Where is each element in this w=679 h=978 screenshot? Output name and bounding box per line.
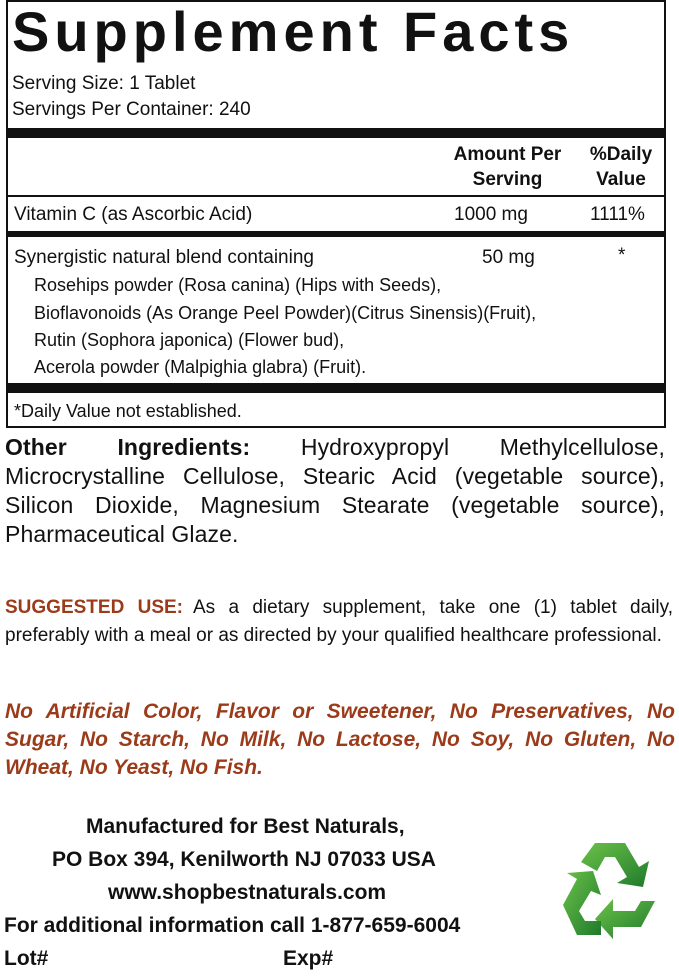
daily-value-footnote: *Daily Value not established. bbox=[14, 401, 242, 421]
manufacturer-address: PO Box 394, Kenilworth NJ 07033 USA bbox=[52, 848, 436, 871]
manufacturer-line1: Manufactured for Best Naturals, bbox=[86, 815, 405, 838]
amount-per-serving-header bbox=[440, 142, 575, 192]
blend-amount: 50 mg bbox=[482, 247, 535, 268]
divider-thick-bottom bbox=[6, 383, 666, 393]
other-ingredients-text: Hydroxypropyl Methylcellulose, Microcrystalline Cellulose, Stearic Acid (vegetable source), Silicon Dioxide, Magnesium Stearate (vegetable source), Pharmaceutical Glaze. bbox=[5, 434, 665, 547]
dv-header-line2: Value bbox=[596, 169, 646, 190]
servings-per-container: Servings Per Container: 240 bbox=[12, 99, 251, 120]
manufacturer-website: www.shopbestnaturals.com bbox=[108, 881, 387, 904]
blend-item: Rosehips powder (Rosa canina) (Hips with Seeds), bbox=[34, 275, 442, 295]
amount-header-line1: Amount Per bbox=[453, 144, 562, 165]
daily-value-header bbox=[577, 142, 665, 192]
suggested-use-text: As a dietary supplement, take one (1) tablet daily, preferably with a meal or as directed by your qualified healthcare professional. bbox=[5, 597, 673, 646]
serving-size: Serving Size: 1 Tablet bbox=[12, 73, 196, 94]
blend-name: Synergistic natural blend containing bbox=[14, 247, 314, 268]
suggested-use bbox=[5, 594, 673, 650]
divider-thin bbox=[6, 195, 666, 197]
blend-item: Bioflavonoids (As Orange Peel Powder)(Citrus Sinensis)(Fruit), bbox=[34, 303, 537, 323]
blend-item: Rutin (Sophora japonica) (Flower bud), bbox=[34, 330, 345, 350]
recycle-icon bbox=[555, 835, 665, 940]
amount-header-line2: Serving bbox=[472, 169, 543, 190]
free-from-statement: No Artificial Color, Flavor or Sweetener, No Preservatives, No Sugar, No Starch, No Milk, No Lactose, No Soy, No Gluten, No Wheat, No Yeast, No Fish. bbox=[5, 700, 675, 779]
blend-item: Acerola powder (Malpighia glabra) (Fruit). bbox=[34, 357, 367, 377]
other-ingredients-label: Other Ingredients: bbox=[5, 434, 251, 460]
nutrient-dv: 1111% bbox=[590, 204, 645, 225]
nutrient-name: Vitamin C (as Ascorbic Acid) bbox=[14, 204, 253, 225]
blend-dv: * bbox=[618, 245, 626, 266]
panel-title: Supplement Facts bbox=[12, 0, 575, 63]
nutrient-amount: 1000 mg bbox=[454, 204, 528, 225]
other-ingredients bbox=[5, 433, 665, 549]
dv-header-line1: %Daily bbox=[589, 144, 653, 165]
expiration-label: Exp# bbox=[283, 947, 334, 970]
divider-medium bbox=[6, 231, 666, 237]
suggested-use-label: SUGGESTED USE: bbox=[5, 597, 183, 618]
lot-number-label: Lot# bbox=[4, 947, 49, 970]
manufacturer-contact: For additional information call 1-877-659-6004 bbox=[4, 914, 461, 937]
divider-thick bbox=[6, 128, 666, 138]
